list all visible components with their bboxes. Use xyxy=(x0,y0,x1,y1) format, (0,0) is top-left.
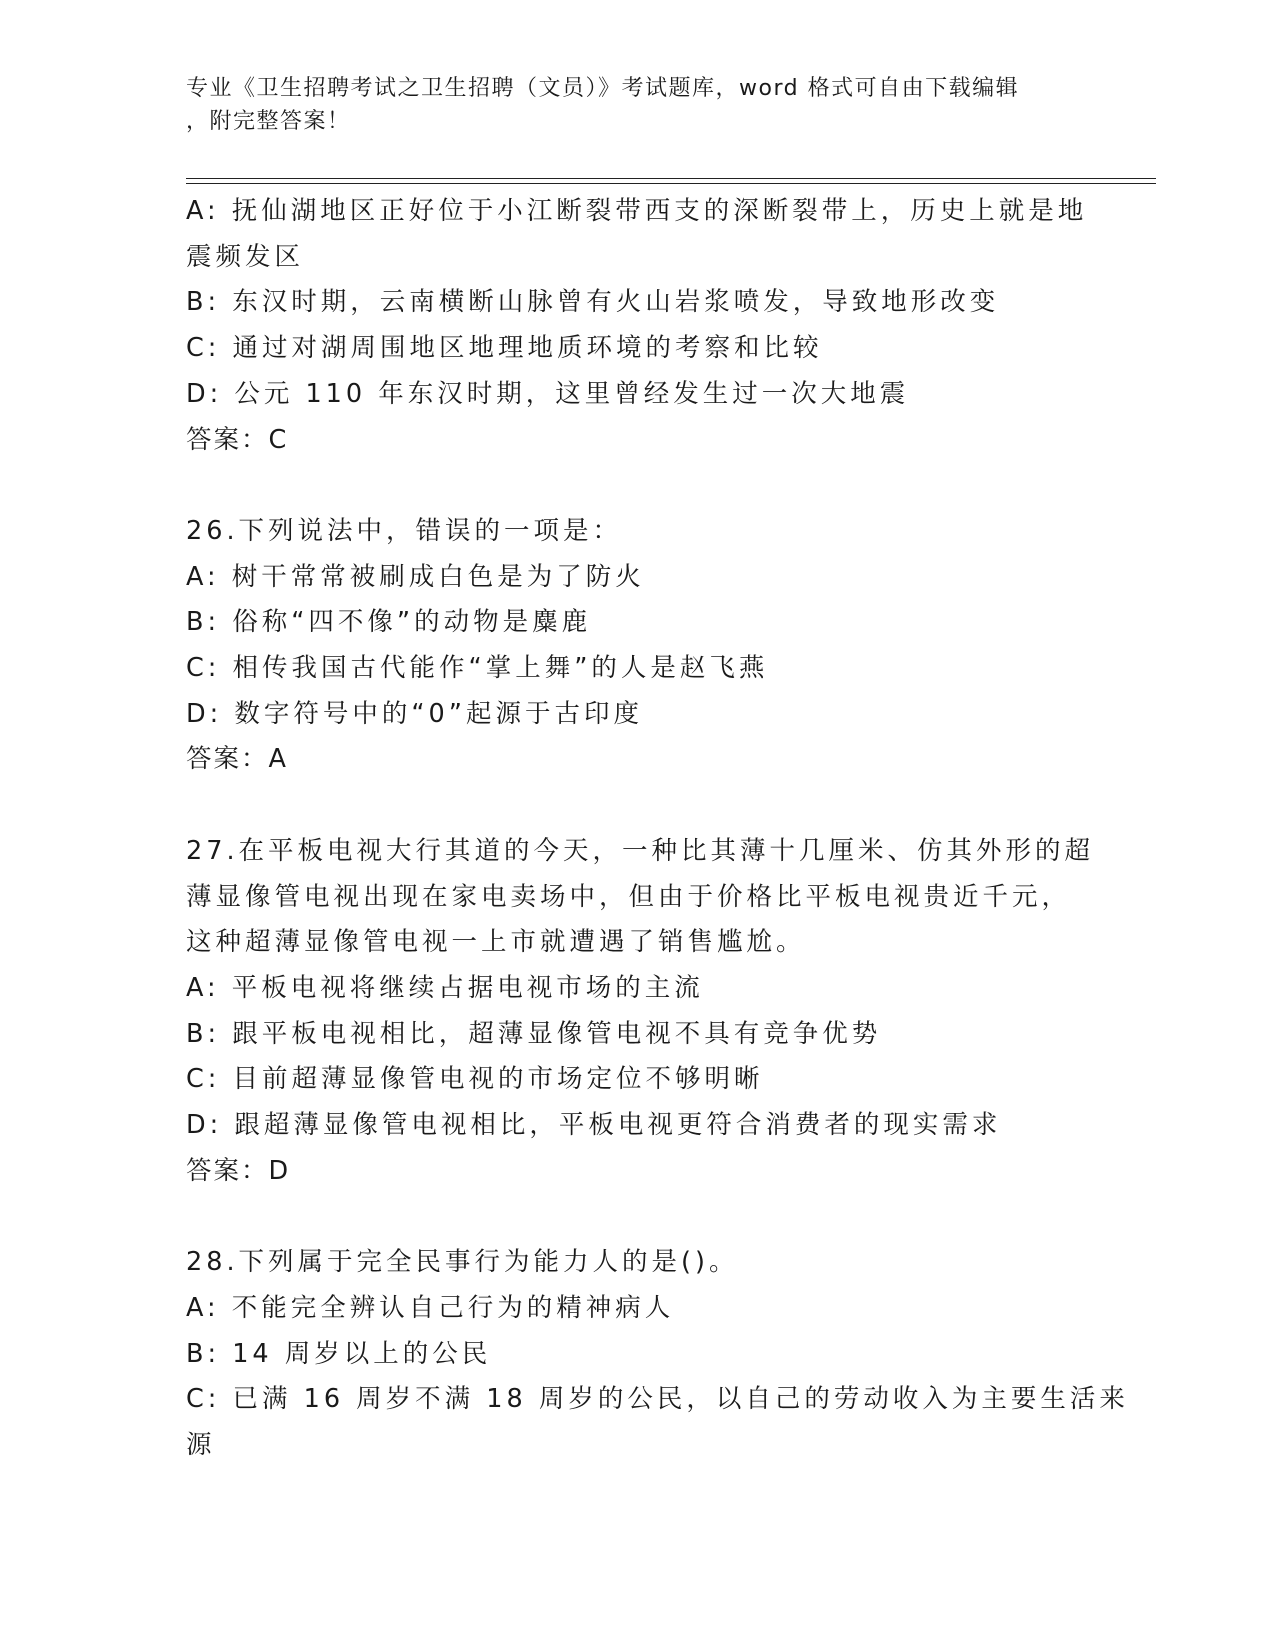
question-content xyxy=(186,189,1129,1469)
q28-option-c-line-2: 源 xyxy=(186,1429,216,1460)
spacer xyxy=(186,1194,1076,1240)
q25-option-d: D: 公元 110 年东汉时期，这里曾经发生过一次大地震 xyxy=(186,378,910,409)
question-27-block xyxy=(186,829,1095,1195)
q25-option-a-line-1: A: 抚仙湖地区正好位于小江断裂带西支的深断裂带上，历史上就是地 xyxy=(186,196,1088,226)
header-line-1: 专业《卫生招聘考试之卫生招聘（文员）》考试题库，word 格式可自由下载编辑 xyxy=(186,76,1020,101)
document-header xyxy=(186,72,1086,138)
q27-option-a: A: 平板电视将继续占据电视市场的主流 xyxy=(186,972,704,1003)
q27-stem-line-3: 这种超薄显像管电视一上市就遭遇了销售尴尬。 xyxy=(186,927,806,958)
q27-option-d: D: 跟超薄显像管电视相比，平板电视更符合消费者的现实需求 xyxy=(186,1110,1002,1141)
question-28-block xyxy=(186,1240,1129,1469)
q25-option-c: C: 通过对湖周围地区地理地质环境的考察和比较 xyxy=(186,333,823,364)
header-divider-bottom xyxy=(186,183,1156,184)
q26-option-a: A: 树干常常被刷成白色是为了防火 xyxy=(186,561,645,592)
q26-option-b: B: 俗称“四不像”的动物是麋鹿 xyxy=(186,607,592,638)
spacer xyxy=(186,463,1076,509)
header-divider-top xyxy=(186,178,1156,179)
q25-option-b: B: 东汉时期，云南横断山脉曾有火山岩浆喷发，导致地形改变 xyxy=(186,287,1000,318)
q25-option-a-line-2: 震频发区 xyxy=(186,241,305,272)
q26-answer: 答案：A xyxy=(186,744,288,775)
q27-stem-line-1: 27.在平板电视大行其道的今天，一种比其薄十几厘米、仿其外形的超 xyxy=(186,835,1095,866)
q28-option-a: A: 不能完全辨认自己行为的精神病人 xyxy=(186,1292,675,1323)
question-26-block xyxy=(186,509,1076,783)
question-25-block xyxy=(186,189,1088,463)
q26-stem: 26.下列说法中，错误的一项是： xyxy=(186,515,623,546)
q27-option-b: B: 跟平板电视相比，超薄显像管电视不具有竞争优势 xyxy=(186,1018,882,1049)
q27-option-c: C: 目前超薄显像管电视的市场定位不够明晰 xyxy=(186,1064,764,1095)
q26-option-d: D: 数字符号中的“0”起源于古印度 xyxy=(186,698,643,729)
spacer xyxy=(186,783,1076,829)
q26-option-c: C: 相传我国古代能作“掌上舞”的人是赵飞燕 xyxy=(186,653,769,684)
q28-option-c-line-1: C: 已满 16 周岁不满 18 周岁的公民，以自己的劳动收入为主要生活来 xyxy=(186,1384,1129,1415)
q27-stem-line-2: 薄显像管电视出现在家电卖场中，但由于价格比平板电视贵近千元， xyxy=(186,881,1072,912)
q28-stem: 28.下列属于完全民事行为能力人的是()。 xyxy=(186,1247,739,1278)
q25-answer: 答案：C xyxy=(186,424,289,455)
header-line-2: ，附完整答案！ xyxy=(186,109,351,134)
q27-answer: 答案：D xyxy=(186,1155,291,1186)
q28-option-b: B: 14 周岁以上的公民 xyxy=(186,1338,492,1369)
